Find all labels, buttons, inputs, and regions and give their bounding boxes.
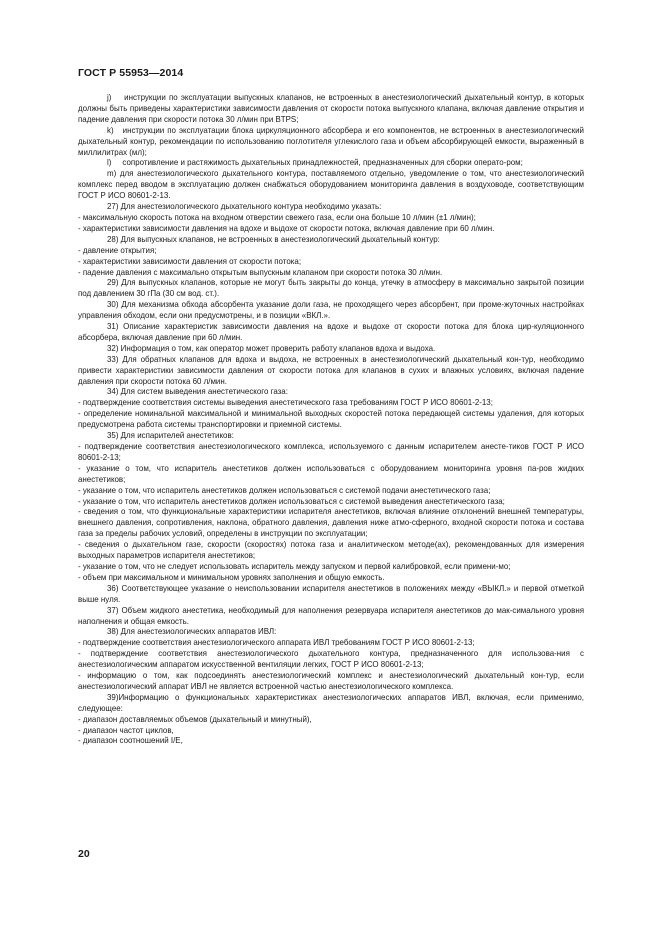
paragraph: 39)Информацию о функциональных характеристиках анестезиологических аппаратов ИВЛ, включая, если применимо, следующее: — [78, 692, 584, 713]
list-item: - указание о том, что испаритель анестетиков должен использоваться с системой подачи анестетического газа; — [78, 485, 491, 495]
list-item: - определение номинальной максимальной и минимальной выходных скоростей потока передающей системы удаления, для которых предусмотрена работа системы транспортировки и приемной системы. — [78, 409, 584, 430]
paragraph: 28) Для выпускных клапанов, не встроенных в анестезиологический дыхательный контур: — [107, 234, 440, 244]
list-item: - диапазон соотношений I/E, — [78, 736, 183, 746]
paragraph: 34) Для систем выведения анестетического газа: — [107, 387, 288, 397]
paragraph: 36) Соответствующее указание о неиспользовании испарителя анестетиков в положениях между «ВЫКЛ.» и первой отметкой выше нуля. — [78, 583, 584, 604]
list-item: - характеристики зависимости давления на вдохе и выдохе от скорости потока, включая давление при 60 л/мин. — [78, 223, 495, 233]
list-item: - сведения о том, что функциональные характеристики испарителя анестетиков, включая влияние отклонений внешней температуры, внешнего давления, сопротивления, наклона, обратного давления, давления ниже атмо-сферного, входной скорости потока и состава газа за пределы рабочих условий, определены в инструкции по эксплуатации; — [78, 507, 584, 539]
paragraph: 27) Для анестезиологического дыхательного контура необходимо указать: — [107, 202, 382, 212]
list-item: - диапазон частот циклов, — [78, 725, 174, 735]
paragraph: 37) Объем жидкого анестетика, необходимый для наполнения резервуара испарителя анестетиков до мак-симального уровня наполнения и общая емкость. — [78, 605, 584, 626]
paragraph: m) для анестезиологического дыхательного контура, поставляемого отдельно, уведомление о том, что анестезиологический комплекс перед вводом в эксплуатацию должен снабжаться оборудованием мониторинга давления в воздуховоде, соответствующим ГОСТ Р ИСО 80601-2-13. — [78, 169, 584, 201]
list-item: - указание о том, что не следует использовать испаритель между запуском и первой калибровкой, если примени-мо; — [78, 561, 511, 571]
list-item: - характеристики зависимости давления от скорости потока; — [78, 256, 302, 266]
paragraph: 31) Описание характеристик зависимости давления на вдохе и выдохе от скорости потока для блока цир-куляционного абсорбера, включая давление при 60 л/мин. — [78, 322, 584, 342]
list-item: - диапазон доставляемых объемов (дыхательный и минутный), — [78, 714, 312, 724]
list-item: - максимальную скорость потока на входном отверстии свежего газа, если она больше 10 л/мин (±1 л/мин); — [78, 212, 476, 222]
list-item: - сведения о дыхательном газе, скорости (скоростях) потока газа и аналитическом методе(ах), рекомендованных для измерения выходных параметров испарителя анестетиков; — [78, 540, 584, 561]
paragraph: 38) Для анестезиологических аппаратов ИВЛ: — [107, 627, 277, 637]
list-item: - подтверждение соответствия анестезиологического аппарата ИВЛ требованиям ГОСТ Р ИСО 80601-2-13; — [78, 638, 475, 648]
list-item: - подтверждение соответствия системы выведения анестетического газа требованиям ГОСТ Р ИСО 80601-2-13; — [78, 398, 493, 408]
paragraph: 29) Для выпускных клапанов, которые не могут быть закрыты до конца, утечку в атмосферу в максимально закрытой позиции под давлением 30 гПа (30 см вод. ст.). — [78, 278, 584, 299]
paragraph: k) инструкции по эксплуатации блока циркуляционного абсорбера и его компонентов, не встроенных в анестезиологический дыхательный контур, рекомендации по использованию поглотителя углекислого газа и объем абсорбирующей емкости, выраженный в миллилитрах (мл); — [78, 125, 584, 157]
list-item: - подтверждение соответствия анестезиологического комплекса, используемого с данным испарителем анесте-тиков ГОСТ Р ИСО 80601-2-13; — [78, 442, 584, 462]
list-item: - давление открытия; — [78, 245, 157, 255]
list-item: - объем при максимальном и минимальном уровнях заполнения и общую емкость. — [78, 572, 385, 582]
list-item: - указание о том, что испаритель анестетиков должен использоваться с оборудованием мониторинга уровня па-ров жидких анестетиков; — [78, 463, 584, 484]
page-number: 20 — [78, 848, 90, 860]
list-item: - указание о том, что испаритель анестетиков должен использоваться с системой выведения анестетического газа; — [78, 496, 505, 506]
list-item: - информацию о том, как подсоединять анестезиологический комплекс и анестезиологический дыхательный кон-тур, если анестезиологический аппарат ИВЛ не является встроенной частью анестезиологического комплекса. — [78, 671, 584, 691]
paragraph: 32) Информация о том, как оператор может проверить работу клапанов вдоха и выдоха. — [107, 343, 436, 353]
paragraph: 30) Для механизма обхода абсорбента указание доли газа, не проходящего через абсорбент, при проме-жуточных настройках управления обходом, если они предусмотрены, и в позиции «ВКЛ.». — [78, 300, 584, 321]
list-item: - подтверждение соответствия анестезиологического дыхательного контура, предназначенного для использова-ния с анестезиологическим аппаратом искусственной вентиляции легких, ГОСТ Р ИСО 80601-2-13; — [78, 649, 584, 670]
page-header: ГОСТ Р 55953—2014 — [78, 67, 184, 79]
paragraph: 33) Для обратных клапанов для вдоха и выдоха, не встроенных в анестезиологический дыхательный кон-тур, необходимо привести характеристики зависимости давления от скорости потока для клапанов в сухих и влажных условиях, включая падение давления при скорости потока 60 л/мин. — [78, 354, 584, 386]
page-body — [78, 93, 584, 747]
paragraph: 35) Для испарителей анестетиков: — [107, 431, 234, 441]
list-item: - падение давления с максимально открытым выпускным клапаном при скорости потока 30 л/мин. — [78, 267, 443, 277]
paragraph: l) сопротивление и растяжимость дыхательных принадлежностей, предназначенных для сборки операто-ром; — [107, 158, 523, 168]
paragraph: j) инструкции по эксплуатации выпускных клапанов, не встроенных в анестезиологический дыхательный контур, в которых должны быть приведены характеристики зависимости давления от скорости потока выпускного клапана, включая давление открытия и падение давления при скорости потока 30 л/мин при BTPS; — [78, 93, 584, 124]
